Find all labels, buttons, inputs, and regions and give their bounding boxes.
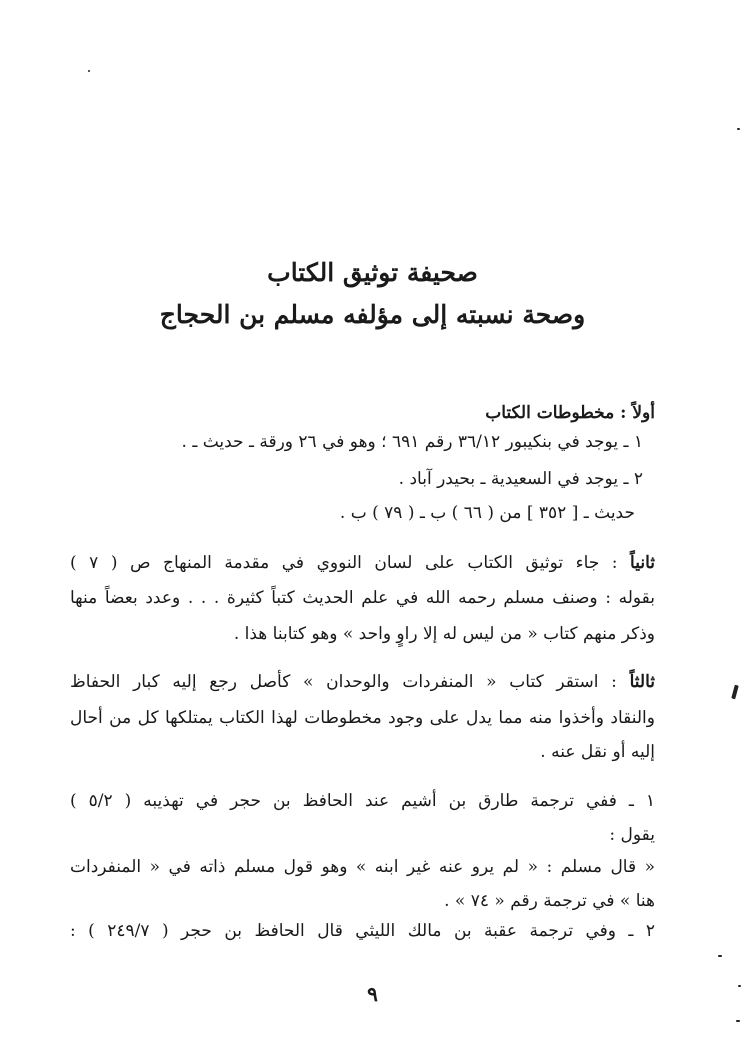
section-heading-manuscripts bbox=[70, 401, 655, 425]
section-lead: أولاً bbox=[632, 403, 655, 423]
paragraph-line: بقوله : وصنف مسلم رحمه الله في علم الحديث كتباً كثيرة . . . وعدد بعضاً منها bbox=[70, 588, 655, 608]
scan-speck bbox=[736, 1020, 740, 1022]
section-heading-text: : مخطوطات الكتاب bbox=[485, 403, 633, 423]
text-line: ١ ـ يوجد في بنكيبور ٣٦/١٢ رقم ٦٩١ ؛ وهو في ٢٦ ورقة ـ حديث ـ . bbox=[181, 432, 643, 452]
paragraph-line: ١ ـ ففي ترجمة طارق بن أشيم عند الحافظ بن حجر في تهذيبه ( ٥/٢ ) bbox=[70, 791, 655, 811]
scan-speck bbox=[737, 128, 740, 130]
paragraph-line: وذكر منهم كتاب « من ليس له إلا راوٍ واحد » وهو كتابنا هذا . bbox=[233, 624, 655, 644]
paragraph-line: يقول : bbox=[609, 825, 655, 845]
scan-mark bbox=[731, 685, 738, 700]
section-lead: ثانياً bbox=[630, 553, 655, 573]
page-subtitle: وصحة نسبته إلى مؤلفه مسلم بن الحجاج bbox=[159, 300, 586, 329]
paragraph-line: ٢ ـ وفي ترجمة عقبة بن مالك الليثي قال الحافظ بن حجر ( ٢٤٩/٧ ) : bbox=[70, 921, 655, 941]
paragraph-line bbox=[70, 670, 655, 694]
paragraph-line: إليه أو نقل عنه . bbox=[540, 742, 655, 762]
scan-speck bbox=[88, 70, 90, 72]
scan-speck bbox=[738, 985, 741, 987]
paragraph-line: هنا » في ترجمة رقم « ٧٤ » . bbox=[444, 891, 655, 911]
section-lead: ثالثاً bbox=[629, 672, 655, 692]
paragraph-text: : استقر كتاب « المنفردات والوحدان » كأصل رجع إليه كبار الحفاظ bbox=[70, 672, 630, 692]
text-line: حديث ـ [ ٣٥٢ ] من ( ٦٦ ) ب ـ ( ٧٩ ) ب . bbox=[339, 503, 635, 523]
paragraph-line: « قال مسلم : « لم يرو عنه غير ابنه » وهو قول مسلم ذاته في « المنفردات bbox=[70, 857, 655, 877]
text-line: ٢ ـ يوجد في السعيدية ـ بحيدر آباد . bbox=[398, 469, 643, 489]
page-title: صحيفة توثيق الكتاب bbox=[267, 258, 478, 287]
paragraph-line: والنقاد وأخذوا منه مما يدل على وجود مخطوطات لهذا الكتاب يمتلكها كل من أحال bbox=[70, 708, 655, 728]
page-number: ٩ bbox=[367, 982, 378, 1006]
paragraph-text: : جاء توثيق الكتاب على لسان النووي في مقدمة المنهاج ص ( ٧ ) bbox=[70, 553, 631, 573]
paragraph-line bbox=[70, 551, 655, 575]
scan-speck bbox=[718, 955, 722, 957]
